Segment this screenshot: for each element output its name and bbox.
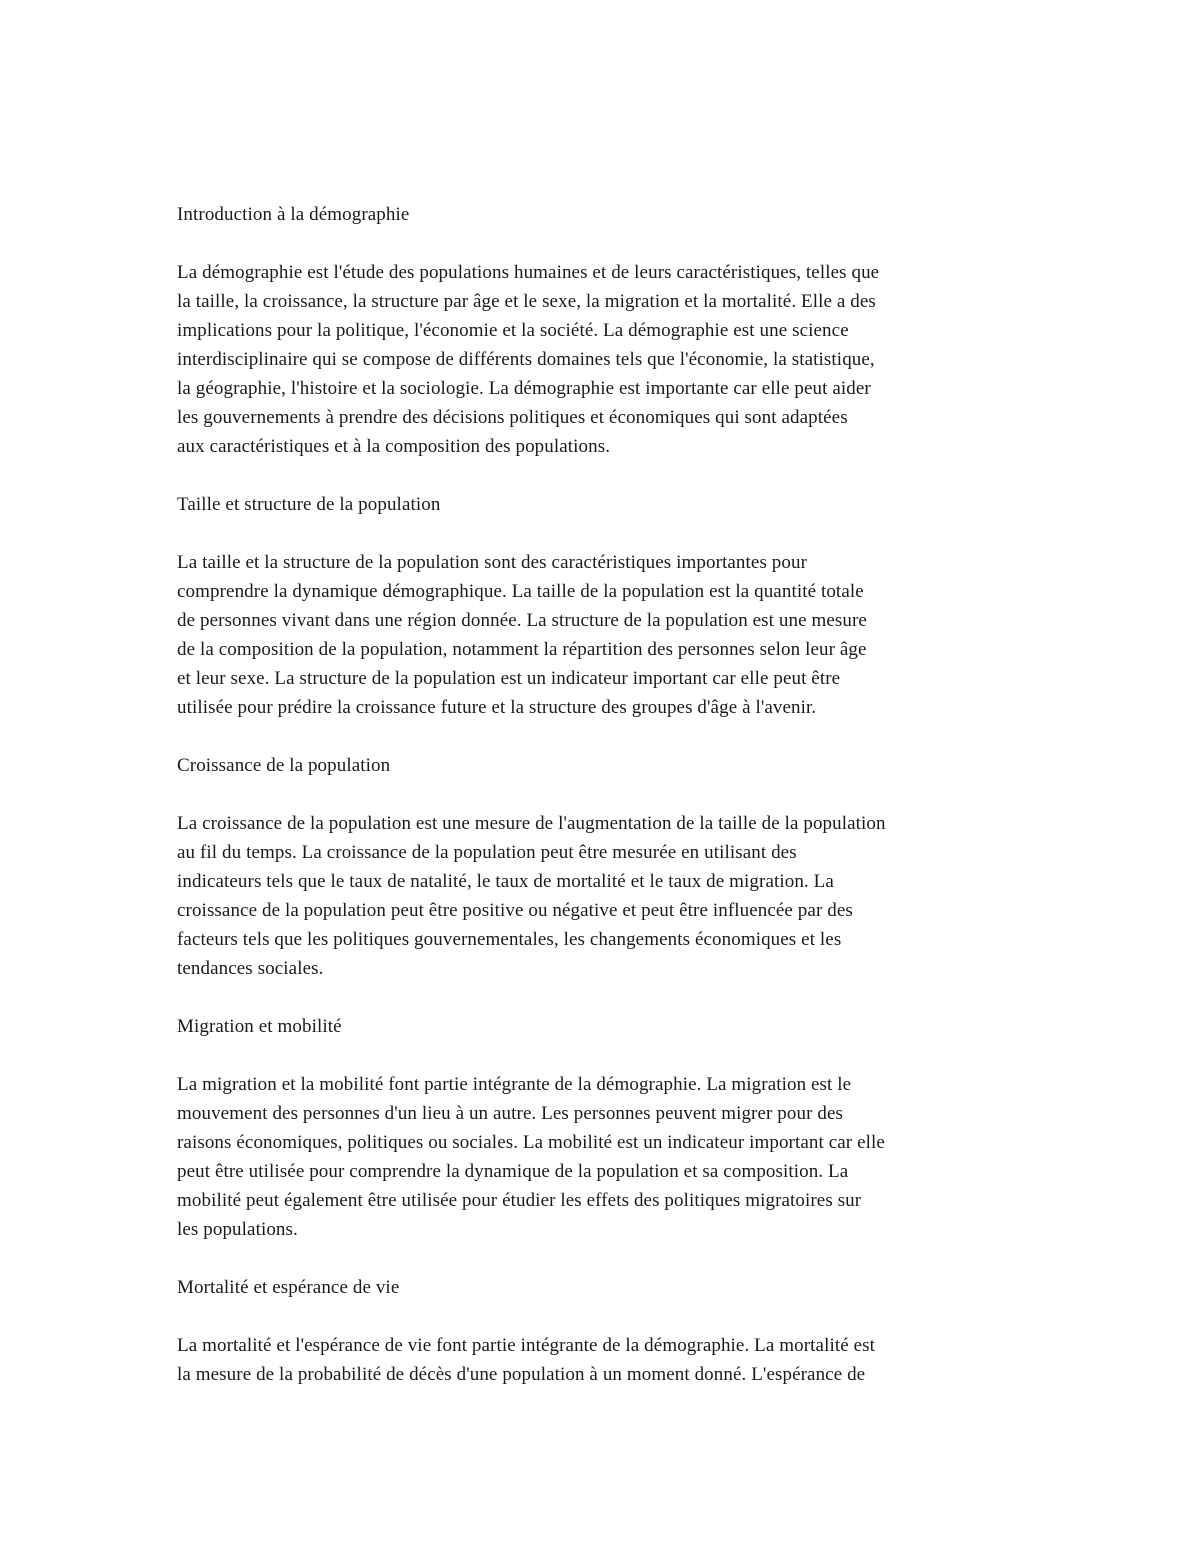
section-heading: Croissance de la population xyxy=(177,755,391,776)
section-introduction xyxy=(177,200,1037,461)
section-paragraph xyxy=(177,809,1037,983)
text-line: La démographie est l'étude des populations humaines et de leurs caractéristiques, telles que xyxy=(177,262,880,283)
section-migration xyxy=(177,1012,1037,1244)
text-line: de la composition de la population, notamment la répartition des personnes selon leur âge xyxy=(177,639,867,660)
text-line: et leur sexe. La structure de la population est un indicateur important car elle peut être xyxy=(177,668,841,689)
section-heading: Migration et mobilité xyxy=(177,1016,342,1037)
text-line: la mesure de la probabilité de décès d'une population à un moment donné. L'espérance de xyxy=(177,1364,866,1385)
text-line: aux caractéristiques et à la composition des populations. xyxy=(177,436,611,457)
text-line: la géographie, l'histoire et la sociologie. La démographie est importante car elle peut aider xyxy=(177,378,871,399)
text-line: mobilité peut également être utilisée pour étudier les effets des politiques migratoires sur xyxy=(177,1190,862,1211)
section-croissance xyxy=(177,751,1037,983)
section-mortalite xyxy=(177,1273,1037,1389)
text-line: utilisée pour prédire la croissance future et la structure des groupes d'âge à l'avenir. xyxy=(177,697,817,718)
text-line: La migration et la mobilité font partie intégrante de la démographie. La migration est le xyxy=(177,1074,852,1095)
text-line: au fil du temps. La croissance de la population peut être mesurée en utilisant des xyxy=(177,842,797,863)
text-line: indicateurs tels que le taux de natalité, le taux de mortalité et le taux de migration. La xyxy=(177,871,834,892)
text-line: les populations. xyxy=(177,1219,298,1240)
text-line: croissance de la population peut être positive ou négative et peut être influencée par des xyxy=(177,900,853,921)
section-heading: Mortalité et espérance de vie xyxy=(177,1277,400,1298)
section-paragraph xyxy=(177,1070,1037,1244)
text-line: la taille, la croissance, la structure par âge et le sexe, la migration et la mortalité. Elle a des xyxy=(177,291,876,312)
text-line: implications pour la politique, l'économie et la société. La démographie est une science xyxy=(177,320,849,341)
text-line: La croissance de la population est une mesure de l'augmentation de la taille de la population xyxy=(177,813,886,834)
text-line: peut être utilisée pour comprendre la dynamique de la population et sa composition. La xyxy=(177,1161,849,1182)
text-line: interdisciplinaire qui se compose de différents domaines tels que l'économie, la statistique, xyxy=(177,349,875,370)
section-heading: Introduction à la démographie xyxy=(177,204,410,225)
section-paragraph xyxy=(177,1331,1037,1389)
document-page xyxy=(177,200,1037,1418)
section-heading: Taille et structure de la population xyxy=(177,494,441,515)
text-line: de personnes vivant dans une région donnée. La structure de la population est une mesure xyxy=(177,610,867,631)
section-taille-structure xyxy=(177,490,1037,722)
section-paragraph xyxy=(177,548,1037,722)
text-line: mouvement des personnes d'un lieu à un autre. Les personnes peuvent migrer pour des xyxy=(177,1103,843,1124)
section-paragraph xyxy=(177,258,1037,461)
text-line: raisons économiques, politiques ou sociales. La mobilité est un indicateur important car elle xyxy=(177,1132,885,1153)
text-line: La mortalité et l'espérance de vie font partie intégrante de la démographie. La mortalité est xyxy=(177,1335,876,1356)
text-line: La taille et la structure de la population sont des caractéristiques importantes pour xyxy=(177,552,808,573)
text-line: les gouvernements à prendre des décisions politiques et économiques qui sont adaptées xyxy=(177,407,848,428)
text-line: tendances sociales. xyxy=(177,958,324,979)
text-line: facteurs tels que les politiques gouvernementales, les changements économiques et les xyxy=(177,929,842,950)
text-line: comprendre la dynamique démographique. La taille de la population est la quantité totale xyxy=(177,581,864,602)
